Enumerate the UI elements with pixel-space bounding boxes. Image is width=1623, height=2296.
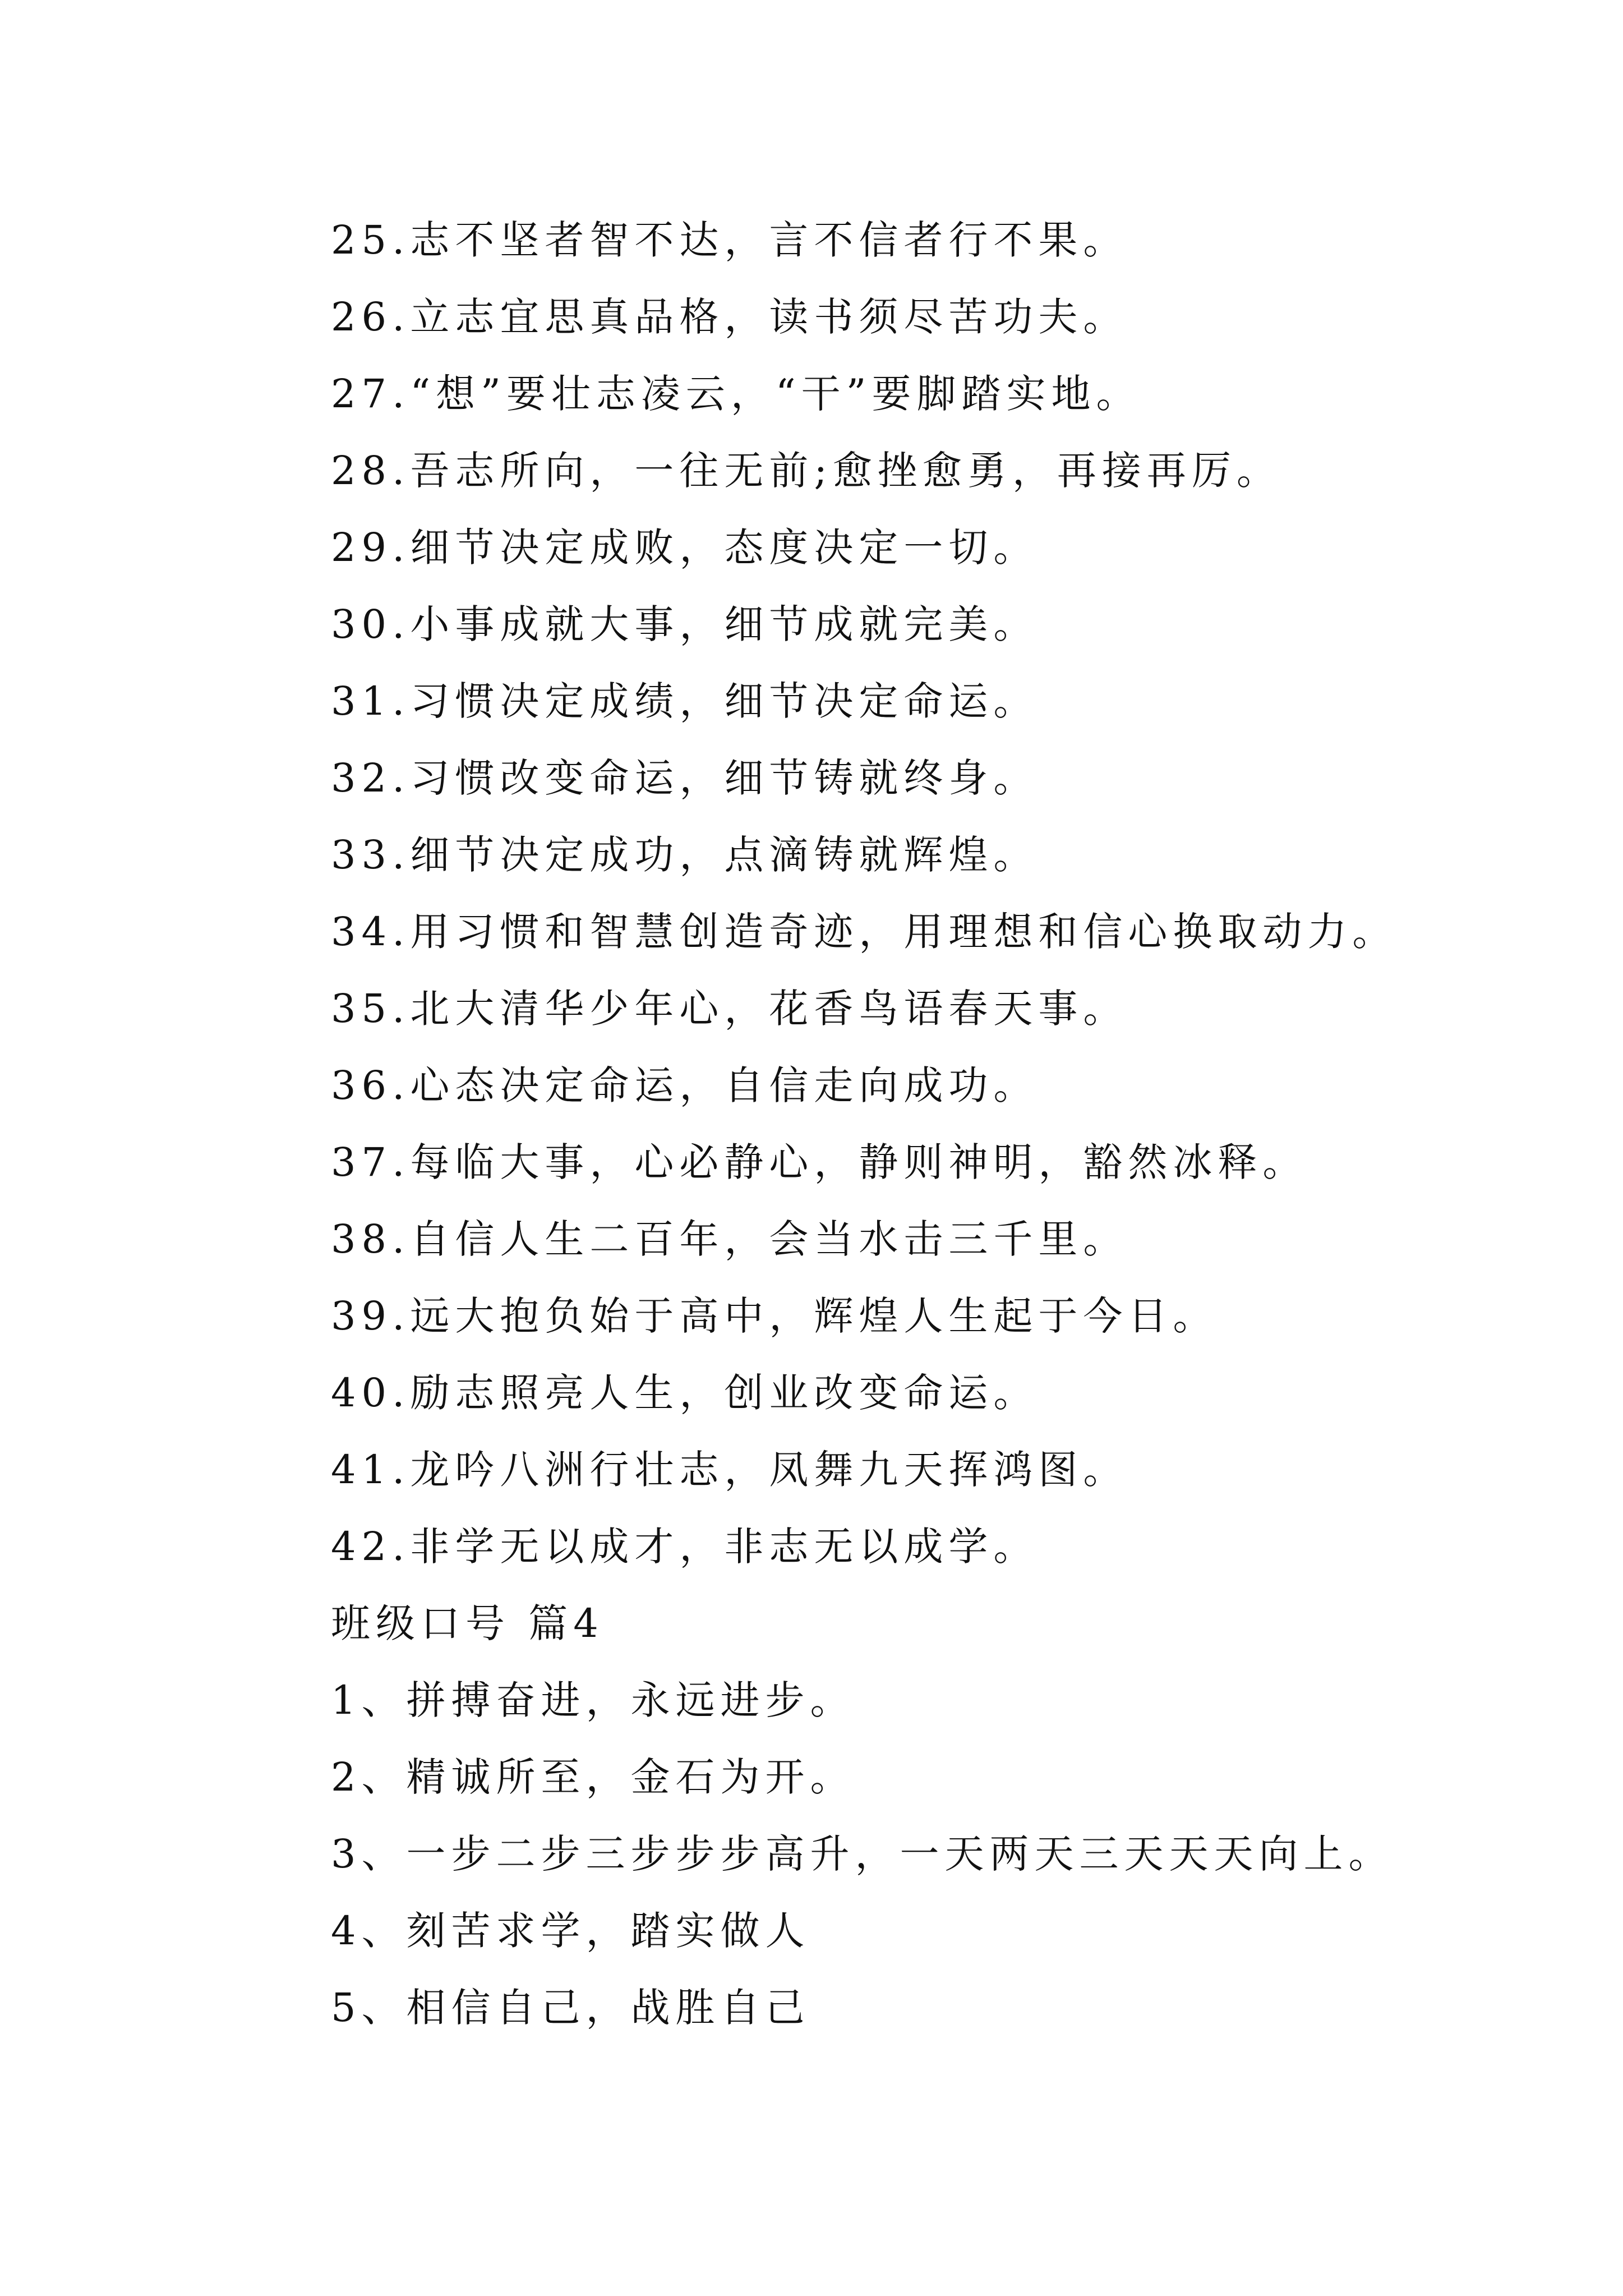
list-item: 38.自信人生二百年，会当水击三千里。 xyxy=(331,1216,1128,1262)
list-item: 39.远大抱负始于高中，辉煌人生起于今日。 xyxy=(331,1293,1218,1339)
list-item: 37.每临大事，心必静心，静则神明，豁然冰释。 xyxy=(331,1139,1308,1185)
list-item: 2、精诚所至，金石为开。 xyxy=(331,1754,855,1800)
list-item: 33.细节决定成功，点滴铸就辉煌。 xyxy=(331,832,1039,878)
list-item: 3、一步二步三步步步高升，一天两天三天天天向上。 xyxy=(331,1831,1394,1877)
document-body xyxy=(331,202,1481,2046)
list-item: 1、拼搏奋进，永远进步。 xyxy=(331,1677,855,1723)
list-item: 31.习惯决定成绩，细节决定命运。 xyxy=(331,678,1039,724)
list-item: 41.龙吟八洲行壮志，凤舞九天挥鸿图。 xyxy=(331,1447,1128,1493)
section-heading: 班级口号 篇4 xyxy=(331,1600,604,1646)
list-item: 42.非学无以成才，非志无以成学。 xyxy=(331,1524,1039,1570)
list-item: 27.“想”要壮志凌云，“干”要脚踏实地。 xyxy=(331,371,1141,417)
list-item: 28.吾志所向，一往无前;愈挫愈勇，再接再厉。 xyxy=(331,448,1281,494)
list-item: 32.习惯改变命运，细节铸就终身。 xyxy=(331,755,1039,801)
list-item: 35.北大清华少年心，花香鸟语春天事。 xyxy=(331,986,1128,1032)
list-item: 36.心态决定命运，自信走向成功。 xyxy=(331,1062,1039,1108)
list-item: 5、相信自己，战胜自己 xyxy=(331,1985,810,2031)
list-item: 4、刻苦求学，踏实做人 xyxy=(331,1908,810,1954)
list-item: 25.志不坚者智不达，言不信者行不果。 xyxy=(331,217,1128,263)
list-item: 30.小事成就大事，细节成就完美。 xyxy=(331,601,1039,647)
list-item: 34.用习惯和智慧创造奇迹，用理想和信心换取动力。 xyxy=(331,909,1398,955)
list-item: 29.细节决定成败，态度决定一切。 xyxy=(331,524,1039,570)
list-item: 26.立志宜思真品格，读书须尽苦功夫。 xyxy=(331,294,1128,340)
list-item: 40.励志照亮人生，创业改变命运。 xyxy=(331,1370,1039,1416)
